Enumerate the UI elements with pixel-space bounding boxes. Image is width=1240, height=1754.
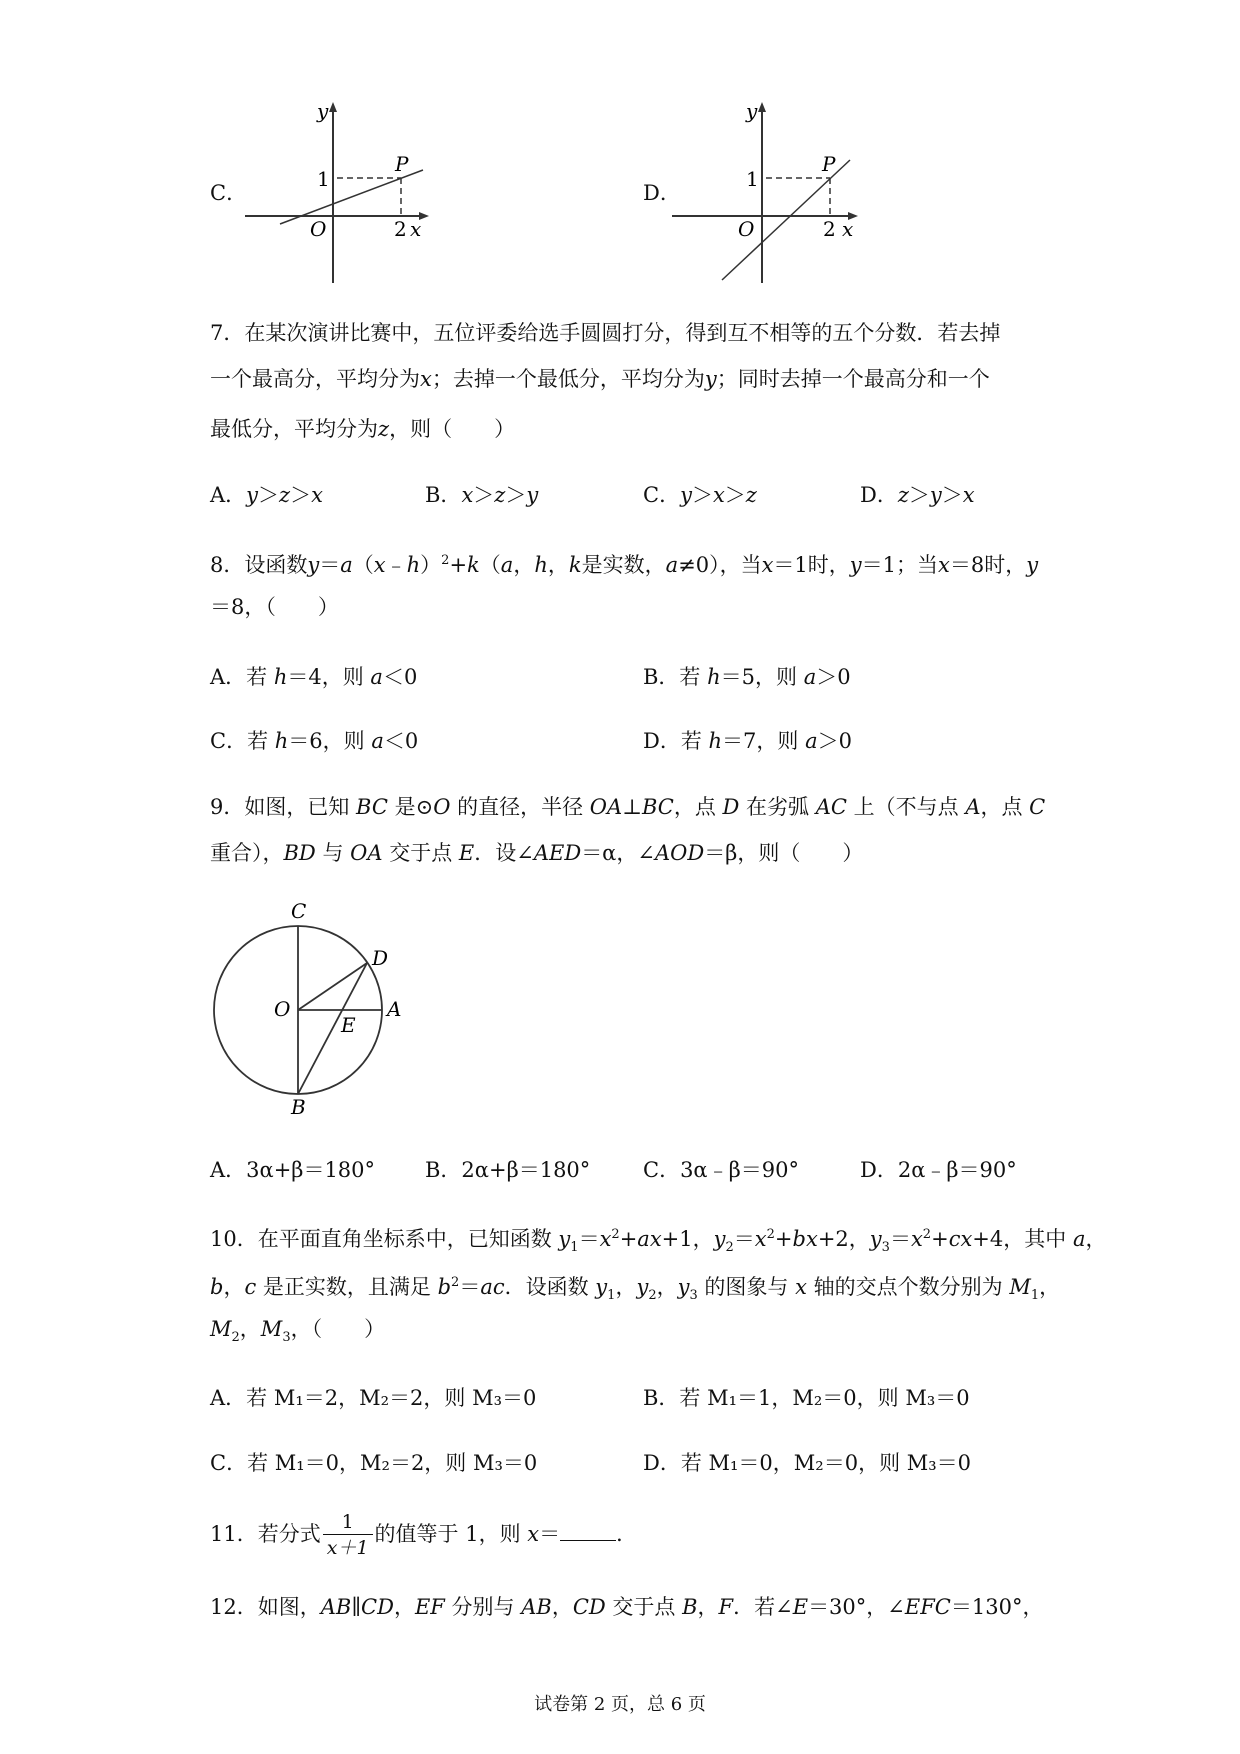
q7-option-d[interactable]: D．z＞y＞x [860, 483, 975, 507]
q6-option-c-label: C． [210, 181, 248, 205]
q10-line-3: $M_2$，$M_3$，（ ） [210, 1317, 386, 1346]
q10-option-d[interactable]: D．若 M₁＝0，M₂＝0，则 M₃＝0 [643, 1451, 972, 1475]
point-label-c: C [291, 899, 307, 923]
q8-line-1: 8．设函数y＝a（x﹣h）$^2$+k（a，h，k是实数，a≠0），当x＝1时，y＝1；当x＝8时，y [210, 553, 1039, 577]
q8-option-d[interactable]: D．若 h＝7，则 a＞0 [643, 729, 852, 753]
q6-graph-c [245, 98, 445, 288]
q10-option-a[interactable]: A．若 M₁＝2，M₂＝2，则 M₃＝0 [210, 1386, 537, 1410]
q9-option-c[interactable]: C．3α﹣β＝90° [643, 1158, 799, 1182]
point-label: P [395, 152, 409, 176]
tick-label-y: 1 [746, 167, 759, 191]
q10-line-1: 10．在平面直角坐标系中，已知函数 $y_1=x^2+ax+1$，$y_2=x^2+bx+2$，$y_3=x^2+cx+4$，其中 a， [210, 1227, 1107, 1256]
axis-label-x: x [842, 217, 854, 241]
q8-line-2: ＝8，（ ） [210, 595, 339, 619]
fraction: $\frac{1}{x+1}$ [323, 1510, 373, 1561]
q9-circle-figure [200, 898, 420, 1130]
q10-option-c[interactable]: C．若 M₁＝0，M₂＝2，则 M₃＝0 [210, 1451, 538, 1475]
q7-line-3: 最低分，平均分为z，则（ ） [210, 417, 516, 441]
answer-blank[interactable] [560, 1520, 616, 1541]
tick-label-x: 2 [394, 217, 407, 241]
q8-option-b[interactable]: B．若 h＝5，则 a＞0 [643, 665, 851, 689]
q9-option-d[interactable]: D．2α﹣β＝90° [860, 1158, 1017, 1182]
axis-label-y: y [317, 99, 329, 123]
tick-label-x: 2 [823, 217, 836, 241]
q9-option-a[interactable]: A．3α+β＝180° [210, 1158, 376, 1182]
axis-label-x: x [410, 217, 422, 241]
q9-line-1: 9．如图，已知 BC 是⊙O 的直径，半径 OA⊥BC，点 D 在劣弧 AC 上（不与点 A，点 C [210, 795, 1046, 819]
tick-label-y: 1 [317, 167, 330, 191]
point-label-o: O [274, 997, 291, 1021]
q9-option-b[interactable]: B．2α+β＝180° [425, 1158, 591, 1182]
q7-option-a[interactable]: A．y＞z＞x [210, 483, 323, 507]
point-label-d: D [372, 946, 389, 970]
axis-label-y: y [746, 99, 758, 123]
q7-option-b[interactable]: B．x＞z＞y [425, 483, 539, 507]
q7-line-1: 7．在某次演讲比赛中，五位评委给选手圆圆打分，得到互不相等的五个分数．若去掉 [210, 321, 1001, 345]
q12-line-1: 12．如图，AB∥CD，EF 分别与 AB，CD 交于点 B，F．若∠E＝30°，∠EFC＝130°， [210, 1595, 1044, 1619]
q11-line: 11．若分式 $\frac{1}{x+1}$ 的值等于 1，则 x＝ ． [210, 1511, 638, 1559]
q6-graph-d [670, 98, 870, 288]
q7-line-2: 一个最高分，平均分为x；去掉一个最低分，平均分为y；同时去掉一个最高分和一个 [210, 367, 990, 391]
q8-option-a[interactable]: A．若 h＝4，则 a＜0 [210, 665, 418, 689]
point-label-e: E [341, 1013, 356, 1037]
q10-option-b[interactable]: B．若 M₁＝1，M₂＝0，则 M₃＝0 [643, 1386, 970, 1410]
q7-option-c[interactable]: C．y＞x＞z [643, 483, 757, 507]
point-label-a: A [387, 997, 402, 1021]
origin-label: O [310, 217, 327, 241]
q6-option-d-label: D． [643, 181, 681, 205]
q10-line-2: b，c 是正实数，且满足 $b^2=ac$．设函数 $y_1$，$y_2$，$y_3$ 的图象与 x 轴的交点个数分别为 $M_1$， [210, 1275, 1061, 1304]
point-label-b: B [291, 1095, 306, 1119]
q9-line-2: 重合），BD 与 OA 交于点 E．设∠AED＝α，∠AOD＝β，则（ ） [210, 841, 864, 865]
point-label: P [822, 152, 836, 176]
page-footer: 试卷第 2 页，总 6 页 [534, 1694, 706, 1715]
q8-option-c[interactable]: C．若 h＝6，则 a＜0 [210, 729, 419, 753]
origin-label: O [738, 217, 755, 241]
